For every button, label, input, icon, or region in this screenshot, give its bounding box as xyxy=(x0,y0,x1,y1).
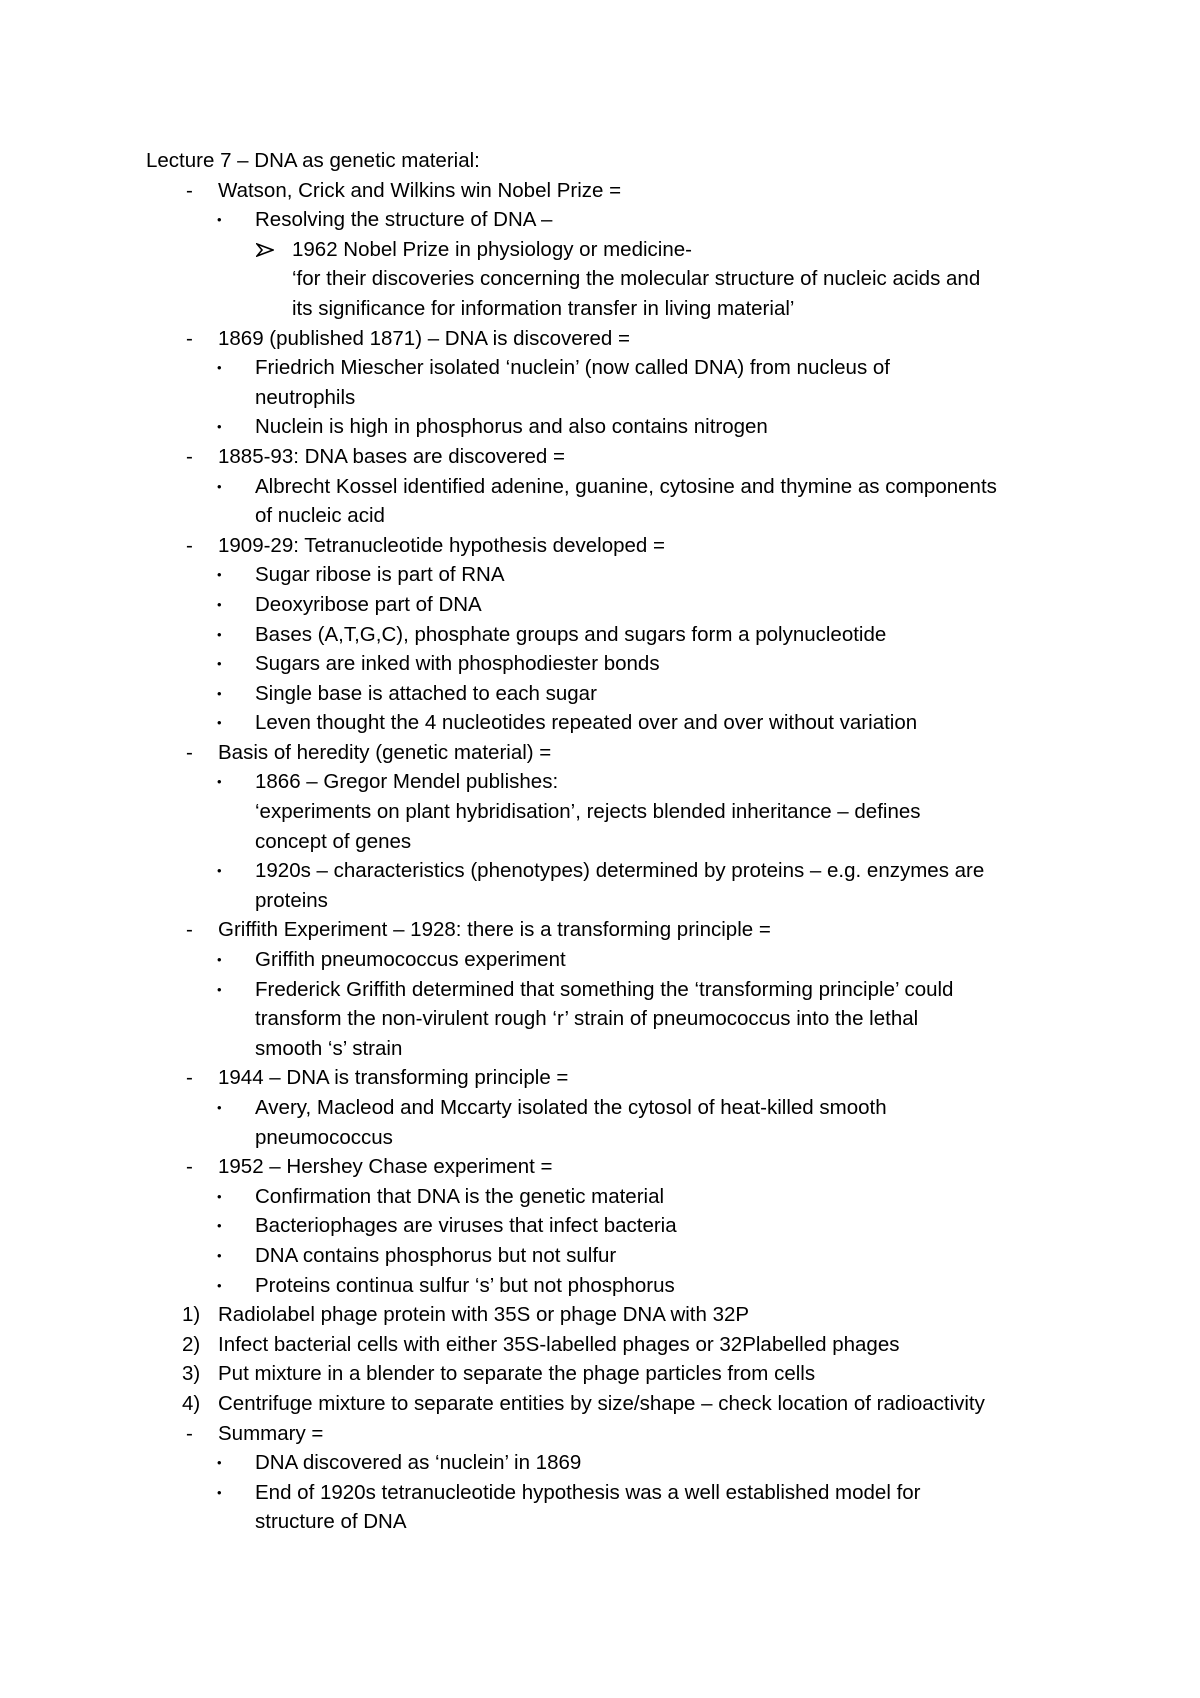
note-line xyxy=(0,708,1200,738)
note-line xyxy=(0,1211,1200,1241)
bullet-icon: • xyxy=(217,774,222,790)
note-text: neutrophils xyxy=(255,385,356,409)
note-text: Sugar ribose is part of RNA xyxy=(255,563,505,587)
note-text: structure of DNA xyxy=(255,1510,407,1534)
note-line xyxy=(0,560,1200,590)
note-text: Put mixture in a blender to separate the phage particles from cells xyxy=(218,1362,816,1386)
note-text: Albrecht Kossel identified adenine, guanine, cytosine and thymine as components xyxy=(255,474,997,498)
note-text: transform the non-virulent rough ‘r’ strain of pneumococcus into the lethal xyxy=(255,1007,919,1031)
note-line xyxy=(0,1359,1200,1389)
note-line xyxy=(0,294,1200,324)
note-line xyxy=(0,945,1200,975)
note-line xyxy=(0,1300,1200,1330)
bullet-icon: • xyxy=(217,1247,222,1263)
bullet-icon: • xyxy=(217,478,222,494)
note-text: Friedrich Miescher isolated ‘nuclein’ (now called DNA) from nucleus of xyxy=(255,356,890,380)
note-text: 1944 – DNA is transforming principle = xyxy=(218,1066,569,1090)
note-text: concept of genes xyxy=(255,829,412,853)
note-text: Confirmation that DNA is the genetic material xyxy=(255,1184,665,1208)
note-text: Griffith Experiment – 1928: there is a transforming principle = xyxy=(218,918,771,942)
bullet-icon: • xyxy=(217,715,222,731)
note-text: Basis of heredity (genetic material) = xyxy=(218,740,552,764)
note-line xyxy=(0,531,1200,561)
note-text: Bacteriophages are viruses that infect bacteria xyxy=(255,1214,677,1238)
note-line xyxy=(0,1063,1200,1093)
note-line xyxy=(0,827,1200,857)
note-text: 1920s – characteristics (phenotypes) determined by proteins – e.g. enzymes are xyxy=(255,859,985,883)
note-line xyxy=(0,324,1200,354)
note-line xyxy=(0,264,1200,294)
bullet-icon: • xyxy=(217,952,222,968)
note-line xyxy=(0,1034,1200,1064)
step-number: 3) xyxy=(182,1362,201,1386)
bullet-icon: • xyxy=(217,981,222,997)
note-line xyxy=(0,738,1200,768)
note-text: Leven thought the 4 nucleotides repeated over and over without variation xyxy=(255,711,918,735)
note-text: End of 1920s tetranucleotide hypothesis was a well established model for xyxy=(255,1480,921,1504)
note-text: pneumococcus xyxy=(255,1125,393,1149)
note-text: Infect bacterial cells with either 35S-labelled phages or 32Plabelled phages xyxy=(218,1332,900,1356)
note-line xyxy=(0,383,1200,413)
note-line xyxy=(0,1093,1200,1123)
bullet-icon: • xyxy=(217,1484,222,1500)
note-text: 1866 – Gregor Mendel publishes: xyxy=(255,770,559,794)
bullet-icon: • xyxy=(217,626,222,642)
dash-marker: - xyxy=(186,1421,193,1445)
note-line xyxy=(0,679,1200,709)
dash-marker: - xyxy=(186,326,193,350)
note-text: Radiolabel phage protein with 35S or phage DNA with 32P xyxy=(218,1303,750,1327)
note-line xyxy=(0,649,1200,679)
bullet-icon: • xyxy=(217,685,222,701)
note-line xyxy=(0,1241,1200,1271)
note-line xyxy=(0,1389,1200,1419)
dash-marker: - xyxy=(186,444,193,468)
note-text: Griffith pneumococcus experiment xyxy=(255,948,566,972)
note-line xyxy=(0,767,1200,797)
note-line xyxy=(0,797,1200,827)
note-line xyxy=(0,442,1200,472)
note-line xyxy=(0,886,1200,916)
dash-marker: - xyxy=(186,740,193,764)
bullet-icon: • xyxy=(217,360,222,376)
note-text: Sugars are inked with phosphodiester bonds xyxy=(255,652,660,676)
note-text: Proteins continua sulfur ‘s’ but not phosphorus xyxy=(255,1273,675,1297)
note-line xyxy=(0,1507,1200,1537)
bullet-icon: • xyxy=(217,1277,222,1293)
note-line xyxy=(0,1123,1200,1153)
bullet-icon: • xyxy=(217,567,222,583)
note-line xyxy=(0,590,1200,620)
note-line xyxy=(0,353,1200,383)
note-line xyxy=(0,856,1200,886)
note-line xyxy=(0,1271,1200,1301)
notes-list xyxy=(0,176,1200,1537)
note-text: ‘experiments on plant hybridisation’, rejects blended inheritance – defines xyxy=(255,800,921,824)
note-line xyxy=(0,235,1200,265)
arrow-bullet-icon xyxy=(256,243,274,257)
note-text: Centrifuge mixture to separate entities by size/shape – check location of radioactivity xyxy=(218,1391,985,1415)
note-text: of nucleic acid xyxy=(255,504,385,528)
note-line xyxy=(0,1004,1200,1034)
note-text: smooth ‘s’ strain xyxy=(255,1036,403,1060)
note-text: 1869 (published 1871) – DNA is discovered = xyxy=(218,326,630,350)
note-text: Resolving the structure of DNA – xyxy=(255,208,553,232)
note-text: Bases (A,T,G,C), phosphate groups and sugars form a polynucleotide xyxy=(255,622,887,646)
bullet-icon: • xyxy=(217,419,222,435)
note-line xyxy=(0,915,1200,945)
note-line xyxy=(0,1152,1200,1182)
bullet-icon: • xyxy=(217,596,222,612)
note-line xyxy=(0,1448,1200,1478)
bullet-icon: • xyxy=(217,1455,222,1471)
note-line xyxy=(0,1330,1200,1360)
note-text: 1885-93: DNA bases are discovered = xyxy=(218,444,565,468)
dash-marker: - xyxy=(186,1155,193,1179)
bullet-icon: • xyxy=(217,863,222,879)
note-line xyxy=(0,176,1200,206)
note-text: Nuclein is high in phosphorus and also contains nitrogen xyxy=(255,415,768,439)
step-number: 2) xyxy=(182,1332,201,1356)
step-number: 4) xyxy=(182,1391,201,1415)
bullet-icon: • xyxy=(217,1100,222,1115)
bullet-icon: • xyxy=(217,1188,222,1204)
note-text: DNA contains phosphorus but not sulfur xyxy=(255,1243,617,1267)
note-line xyxy=(0,205,1200,235)
note-text: Summary = xyxy=(218,1421,324,1445)
note-line xyxy=(0,1182,1200,1212)
note-text: DNA discovered as ‘nuclein’ in 1869 xyxy=(255,1451,582,1475)
note-line xyxy=(0,620,1200,650)
note-text: its significance for information transfer in living material’ xyxy=(292,296,795,320)
dash-marker: - xyxy=(186,533,193,557)
note-text: Single base is attached to each sugar xyxy=(255,681,597,705)
dash-marker: - xyxy=(186,178,193,202)
note-text: Avery, Macleod and Mccarty isolated the cytosol of heat-killed smooth xyxy=(255,1096,887,1119)
note-text: Watson, Crick and Wilkins win Nobel Prize = xyxy=(218,178,622,202)
note-text: ‘for their discoveries concerning the molecular structure of nucleic acids and xyxy=(292,267,981,291)
note-line xyxy=(0,1478,1200,1508)
note-line xyxy=(0,472,1200,502)
dash-marker: - xyxy=(186,1066,193,1090)
note-text: Deoxyribose part of DNA xyxy=(255,592,482,616)
note-text: 1962 Nobel Prize in physiology or medicine- xyxy=(292,237,692,261)
dash-marker: - xyxy=(186,918,193,942)
note-line xyxy=(0,975,1200,1005)
note-text: 1909-29: Tetranucleotide hypothesis developed = xyxy=(218,533,665,557)
document-title: Lecture 7 – DNA as genetic material: xyxy=(146,149,480,172)
bullet-icon: • xyxy=(217,1218,222,1234)
note-text: Frederick Griffith determined that something the ‘transforming principle’ could xyxy=(255,977,954,1001)
note-line xyxy=(0,501,1200,531)
note-text: proteins xyxy=(255,888,328,912)
step-number: 1) xyxy=(182,1303,201,1327)
note-line xyxy=(0,412,1200,442)
note-text: 1952 – Hershey Chase experiment = xyxy=(218,1155,553,1179)
lecture-notes xyxy=(0,146,1200,1537)
note-line xyxy=(0,1419,1200,1449)
bullet-icon: • xyxy=(217,656,222,672)
bullet-icon: • xyxy=(217,212,222,228)
